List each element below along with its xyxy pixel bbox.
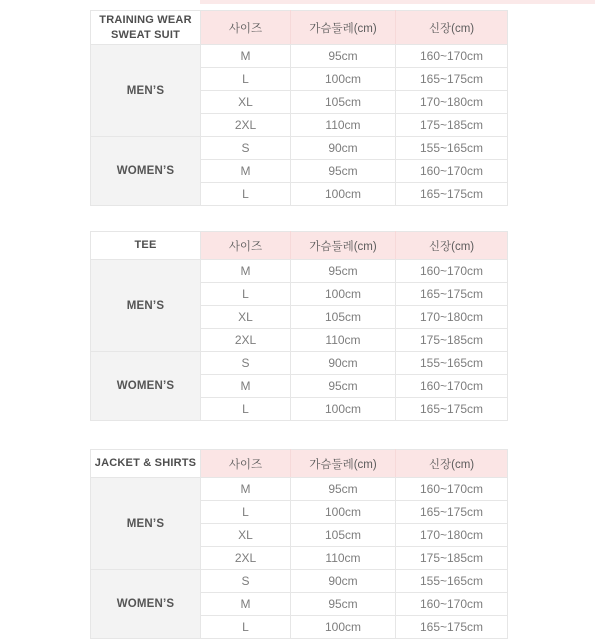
cell-size: M <box>201 260 291 283</box>
cell-chest: 100cm <box>291 283 396 306</box>
table-title: JACKET & SHIRTS <box>91 450 201 478</box>
section-label-mens: MEN’S <box>91 478 201 570</box>
cell-height: 160~170cm <box>396 375 508 398</box>
cell-size: M <box>201 160 291 183</box>
cell-height: 155~165cm <box>396 570 508 593</box>
cell-size: 2XL <box>201 114 291 137</box>
cell-size: L <box>201 183 291 206</box>
cell-chest: 105cm <box>291 524 396 547</box>
cell-height: 160~170cm <box>396 45 508 68</box>
cell-chest: 95cm <box>291 375 396 398</box>
column-header-size: 사이즈 <box>201 450 291 478</box>
cell-height: 165~175cm <box>396 283 508 306</box>
cell-height: 170~180cm <box>396 306 508 329</box>
cell-height: 175~185cm <box>396 547 508 570</box>
cell-size: S <box>201 570 291 593</box>
column-header-height: 신장(cm) <box>396 11 508 45</box>
cell-size: XL <box>201 524 291 547</box>
table-title-line: TRAINING WEAR <box>99 14 192 27</box>
cell-height: 170~180cm <box>396 91 508 114</box>
cell-size: L <box>201 283 291 306</box>
cell-height: 160~170cm <box>396 593 508 616</box>
cell-height: 165~175cm <box>396 501 508 524</box>
cell-size: L <box>201 616 291 639</box>
cell-chest: 110cm <box>291 114 396 137</box>
cell-height: 155~165cm <box>396 137 508 160</box>
cell-size: M <box>201 375 291 398</box>
cell-size: XL <box>201 306 291 329</box>
size-table-training-wear-sweat-suit <box>90 10 508 206</box>
cell-size: M <box>201 593 291 616</box>
cell-height: 170~180cm <box>396 524 508 547</box>
cell-size: S <box>201 137 291 160</box>
table-title: TEE <box>91 232 201 260</box>
cell-chest: 95cm <box>291 593 396 616</box>
cell-height: 175~185cm <box>396 329 508 352</box>
cell-size: 2XL <box>201 547 291 570</box>
cell-chest: 105cm <box>291 91 396 114</box>
cell-chest: 90cm <box>291 570 396 593</box>
cell-height: 165~175cm <box>396 616 508 639</box>
column-header-height: 신장(cm) <box>396 232 508 260</box>
cell-height: 160~170cm <box>396 260 508 283</box>
size-table-jacket-shirts <box>90 449 508 639</box>
cell-size: 2XL <box>201 329 291 352</box>
column-header-size: 사이즈 <box>201 11 291 45</box>
cell-size: L <box>201 68 291 91</box>
cell-size: L <box>201 398 291 421</box>
table-title <box>91 11 201 45</box>
section-label-womens: WOMEN’S <box>91 137 201 206</box>
cell-chest: 100cm <box>291 501 396 524</box>
cell-chest: 90cm <box>291 137 396 160</box>
section-label-womens: WOMEN’S <box>91 352 201 421</box>
cell-chest: 110cm <box>291 329 396 352</box>
cell-chest: 110cm <box>291 547 396 570</box>
cropped-table-fragment <box>200 0 595 4</box>
cell-height: 165~175cm <box>396 183 508 206</box>
cell-chest: 100cm <box>291 398 396 421</box>
cell-height: 165~175cm <box>396 398 508 421</box>
section-label-mens: MEN’S <box>91 45 201 137</box>
cell-size: S <box>201 352 291 375</box>
cell-height: 160~170cm <box>396 160 508 183</box>
cell-chest: 95cm <box>291 260 396 283</box>
size-table-tee <box>90 231 508 421</box>
cell-height: 160~170cm <box>396 478 508 501</box>
column-header-size: 사이즈 <box>201 232 291 260</box>
cell-chest: 100cm <box>291 616 396 639</box>
cell-chest: 100cm <box>291 183 396 206</box>
cell-chest: 105cm <box>291 306 396 329</box>
cell-height: 175~185cm <box>396 114 508 137</box>
section-label-mens: MEN’S <box>91 260 201 352</box>
column-header-height: 신장(cm) <box>396 450 508 478</box>
column-header-chest: 가슴둘레(cm) <box>291 450 396 478</box>
cell-chest: 90cm <box>291 352 396 375</box>
cell-size: M <box>201 478 291 501</box>
section-label-womens: WOMEN’S <box>91 570 201 639</box>
cell-chest: 95cm <box>291 478 396 501</box>
column-header-chest: 가슴둘레(cm) <box>291 11 396 45</box>
table-title-line: SWEAT SUIT <box>110 28 180 41</box>
cell-size: M <box>201 45 291 68</box>
cell-height: 155~165cm <box>396 352 508 375</box>
cell-chest: 100cm <box>291 68 396 91</box>
cell-size: L <box>201 501 291 524</box>
cell-size: XL <box>201 91 291 114</box>
column-header-chest: 가슴둘레(cm) <box>291 232 396 260</box>
cell-chest: 95cm <box>291 45 396 68</box>
cell-height: 165~175cm <box>396 68 508 91</box>
cell-chest: 95cm <box>291 160 396 183</box>
